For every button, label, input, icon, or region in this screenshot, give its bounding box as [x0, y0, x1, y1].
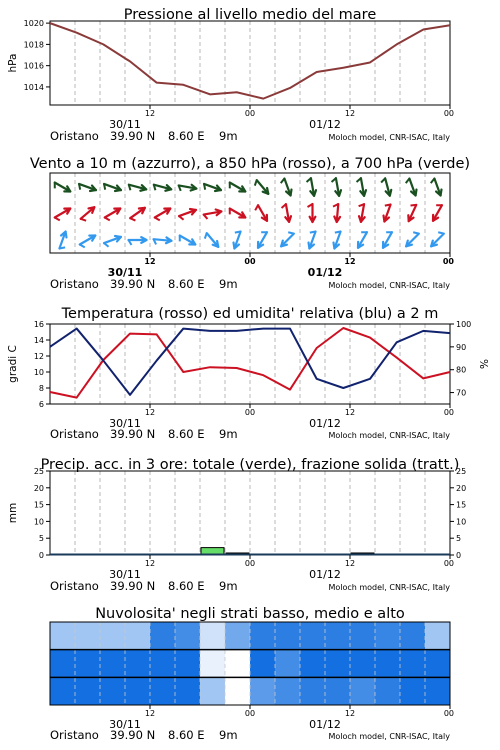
- cloud-cell: [375, 677, 401, 705]
- wind-arrow: [282, 204, 291, 222]
- y2-tick-label: 90: [456, 342, 467, 352]
- cloud-cell: [75, 622, 101, 650]
- x-tick-label: 00: [244, 109, 256, 118]
- wind-arrow: [431, 232, 444, 246]
- x-tick-label: 00: [443, 109, 454, 118]
- date-label: 30/11: [109, 718, 141, 731]
- x-tick-label: 12: [144, 257, 156, 266]
- wind-arrow: [234, 232, 241, 249]
- wind-arrow: [381, 178, 391, 195]
- x-tick-label: 12: [344, 109, 356, 118]
- wind-arrow: [255, 180, 268, 194]
- y-tick-label: 8: [38, 384, 44, 393]
- model-credit: Moloch model, CNR-ISAC, Italy: [328, 133, 450, 142]
- wind-arrow: [230, 183, 246, 192]
- wind-arrow: [408, 205, 416, 221]
- station-name: Oristano: [50, 728, 99, 742]
- wind-arrow: [258, 232, 267, 248]
- x-tick-label: 12: [344, 559, 356, 568]
- wind-arrow: [154, 185, 171, 191]
- wind-arrow: [281, 232, 294, 246]
- wind-arrow: [255, 205, 267, 221]
- cloud-cell: [350, 622, 376, 650]
- model-credit: Moloch model, CNR-ISAC, Italy: [328, 583, 450, 592]
- wind-arrow: [79, 184, 96, 191]
- y2-tick-label: 20: [456, 483, 467, 493]
- cloud-cell: [300, 622, 326, 650]
- wind-arrow: [179, 209, 196, 220]
- x-tick-label: 12: [144, 408, 156, 417]
- cloud-cell: [275, 650, 301, 678]
- x-tick-label: 00: [244, 257, 256, 266]
- cloud-cell: [125, 650, 151, 678]
- y-axis-label: hPa: [7, 53, 19, 73]
- wind-arrow: [357, 178, 366, 196]
- cloud-cell: [375, 622, 401, 650]
- wind-arrow: [333, 204, 340, 222]
- wind-arrow: [130, 208, 145, 221]
- cloud-cell: [325, 650, 351, 678]
- cloud-cell: [50, 650, 76, 678]
- wind-arrow: [334, 232, 341, 249]
- date-label: 01/12: [307, 266, 343, 279]
- wind-arrow: [406, 232, 419, 246]
- station-lat: 39.90 N: [110, 277, 156, 291]
- date-label: 30/11: [109, 568, 141, 581]
- temperature-humidity-panel: [7, 306, 491, 441]
- station-elevation: 9m: [219, 579, 238, 593]
- y-tick-label: 1016: [23, 61, 44, 71]
- wind-arrow-barb: [155, 218, 160, 221]
- wind-arrow-barb: [104, 243, 109, 247]
- wind-arrow-barb: [235, 232, 241, 233]
- cloud-cell: [375, 650, 401, 678]
- cloud-cell: [350, 677, 376, 705]
- wind-arrow-barb: [288, 232, 294, 233]
- x-tick-label: 12: [144, 559, 156, 568]
- y-tick-label: 15: [33, 500, 44, 510]
- wind-arrow: [55, 183, 71, 192]
- y-tick-label: 12: [33, 352, 44, 361]
- pressure-panel: [7, 7, 454, 143]
- panel-title: Precip. acc. in 3 ore: totale (verde), frazione solida (tratt.): [40, 457, 460, 473]
- x-tick-label: 12: [344, 257, 356, 266]
- cloud-cell: [275, 622, 301, 650]
- date-label: 01/12: [309, 417, 341, 430]
- x-tick-label: 12: [344, 408, 356, 417]
- cloud-cell: [275, 677, 301, 705]
- cloud-cell: [200, 677, 226, 705]
- station-elevation: 9m: [219, 728, 238, 742]
- wind-arrow-barb: [105, 218, 110, 221]
- wind-arrow-barb: [179, 216, 184, 220]
- cloud-cover-panel: [50, 606, 454, 742]
- wind-arrow-barb: [205, 233, 207, 239]
- wind-arrow: [358, 232, 367, 248]
- cloud-cell: [100, 677, 126, 705]
- station-name: Oristano: [50, 427, 99, 441]
- y-tick-label: 20: [33, 483, 44, 493]
- cloud-cell: [150, 677, 176, 705]
- x-tick-label: 00: [244, 408, 256, 417]
- x-tick-label: 00: [244, 709, 256, 718]
- wind-arrow-barb: [204, 184, 205, 190]
- y-axis-label: mm: [7, 502, 19, 524]
- x-tick-label: 00: [443, 709, 454, 718]
- station-lat: 39.90 N: [110, 728, 156, 742]
- cloud-cell: [325, 677, 351, 705]
- y-axis-label: gradi C: [7, 345, 19, 383]
- wind-arrow-barb: [79, 184, 80, 190]
- wind-arrow: [308, 204, 316, 222]
- x-tick-label: 12: [344, 709, 356, 718]
- panel-title: Pressione al livello medio del mare: [123, 7, 377, 23]
- y2-tick-label: 0: [456, 551, 462, 560]
- station-name: Oristano: [50, 277, 99, 291]
- station-name: Oristano: [50, 579, 99, 593]
- x-tick-label: 12: [144, 109, 156, 118]
- cloud-cell: [100, 650, 126, 678]
- wind-arrow: [406, 179, 417, 196]
- wind-arrow-barb: [438, 232, 444, 233]
- cloud-cell: [150, 622, 176, 650]
- cloud-cell: [300, 677, 326, 705]
- y-tick-label: 0: [38, 551, 44, 560]
- cloud-cell: [75, 650, 101, 678]
- x-tick-label: 00: [442, 257, 454, 266]
- x-tick-label: 00: [244, 559, 256, 568]
- wind-arrow: [230, 209, 246, 218]
- wind-arrow: [81, 207, 95, 220]
- y2-tick-label: 10: [456, 517, 467, 527]
- wind-arrow: [383, 232, 392, 248]
- date-label: 01/12: [309, 118, 341, 131]
- wind-arrow-barb: [381, 178, 385, 182]
- wind-arrow: [205, 233, 218, 247]
- wind-arrow-barb: [81, 219, 87, 221]
- wind-arrow-barb: [80, 245, 85, 248]
- cloud-cell: [50, 622, 76, 650]
- wind-arrow: [307, 178, 316, 196]
- wind-arrow: [129, 237, 147, 245]
- plot-frame: [50, 324, 450, 404]
- cloud-cell: [200, 650, 226, 678]
- wind-arrow: [332, 178, 341, 196]
- y-tick-label: 1018: [23, 40, 44, 50]
- y-tick-label: 16: [33, 320, 44, 329]
- date-label: 01/12: [309, 718, 341, 731]
- y2-tick-label: 100: [456, 320, 472, 329]
- y-tick-label: 1020: [23, 19, 44, 29]
- cloud-cell: [250, 622, 276, 650]
- cloud-cell: [350, 650, 376, 678]
- wind-arrow: [204, 210, 222, 219]
- wind-arrow-barb: [310, 232, 316, 233]
- wind-arrow-barb: [59, 247, 65, 248]
- cloud-cell: [325, 622, 351, 650]
- model-credit: Moloch model, CNR-ISAC, Italy: [328, 431, 450, 440]
- wind-arrow-barb: [335, 232, 341, 233]
- station-elevation: 9m: [219, 427, 238, 441]
- wind-arrow-barb: [411, 205, 417, 206]
- wind-arrow: [155, 209, 171, 221]
- x-tick-label: 00: [443, 559, 454, 568]
- cloud-cell: [400, 622, 426, 650]
- cloud-cell: [400, 677, 426, 705]
- y-tick-label: 10: [33, 368, 44, 377]
- y2-tick-label: 5: [456, 534, 462, 544]
- y2-tick-label: 25: [456, 467, 467, 476]
- station-elevation: 9m: [219, 277, 238, 291]
- x-tick-label: 12: [144, 709, 156, 718]
- station-lon: 8.60 E: [168, 129, 205, 143]
- station-lon: 8.60 E: [168, 728, 205, 742]
- wind-arrow-barb: [385, 205, 391, 206]
- y2-axis-label: %: [479, 359, 491, 369]
- cloud-cell: [50, 677, 76, 705]
- station-lon: 8.60 E: [168, 277, 205, 291]
- wind-arrow: [104, 184, 121, 191]
- y-tick-label: 6: [38, 400, 44, 409]
- y-tick-label: 14: [33, 336, 44, 345]
- model-credit: Moloch model, CNR-ISAC, Italy: [328, 732, 450, 741]
- x-tick-label: 00: [443, 408, 454, 417]
- wind-arrow: [281, 179, 292, 196]
- wind-arrow: [80, 236, 96, 248]
- y-tick-label: 1014: [23, 82, 44, 92]
- station-elevation: 9m: [219, 129, 238, 143]
- wind-panel: [30, 156, 470, 291]
- wind-arrow-barb: [281, 179, 285, 184]
- y2-tick-label: 80: [456, 365, 467, 375]
- wind-arrow: [105, 209, 121, 221]
- wind-arrow: [180, 236, 196, 245]
- wind-arrow-barb: [104, 184, 105, 190]
- cloud-cell: [425, 650, 451, 678]
- wind-arrow: [129, 185, 146, 191]
- wind-arrow: [431, 179, 442, 196]
- station-lat: 39.90 N: [110, 129, 156, 143]
- wind-arrow: [179, 185, 197, 191]
- station-lon: 8.60 E: [168, 579, 205, 593]
- cloud-cell: [125, 622, 151, 650]
- cloud-cell: [250, 677, 276, 705]
- wind-arrow: [104, 236, 121, 247]
- date-label: 30/11: [109, 417, 141, 430]
- cloud-cell: [300, 650, 326, 678]
- cloud-cell: [400, 650, 426, 678]
- station-lon: 8.60 E: [168, 427, 205, 441]
- y-tick-label: 25: [33, 467, 44, 476]
- station-lat: 39.90 N: [110, 427, 156, 441]
- date-label: 01/12: [309, 568, 341, 581]
- panel-title: Temperatura (rosso) ed umidita' relativa (blu) a 2 m: [61, 306, 439, 322]
- date-label: 30/11: [107, 266, 143, 279]
- wind-arrow: [359, 204, 365, 222]
- cloud-cell: [250, 650, 276, 678]
- precipitation-panel: [7, 457, 466, 593]
- cloud-cell: [425, 677, 451, 705]
- wind-arrow-barb: [255, 180, 257, 186]
- wind-arrow: [433, 205, 442, 221]
- wind-arrow-barb: [406, 179, 410, 184]
- wind-arrow: [55, 209, 71, 221]
- panel-title: Nuvolosita' negli strati basso, medio e alto: [95, 606, 405, 622]
- wind-arrow-barb: [130, 218, 135, 220]
- wind-arrow: [384, 205, 391, 222]
- y-tick-label: 5: [38, 534, 44, 544]
- wind-arrow-barb: [55, 218, 60, 221]
- cloud-cell: [200, 622, 226, 650]
- date-label: 30/11: [109, 118, 141, 131]
- cloud-cell: [125, 677, 151, 705]
- cloud-cell: [100, 622, 126, 650]
- y-tick-label: 10: [33, 517, 44, 527]
- cloud-cell: [425, 622, 451, 650]
- wind-arrow-barb: [413, 232, 419, 233]
- wind-arrow: [309, 232, 316, 249]
- panel-title: Vento a 10 m (azzurro), a 850 hPa (rosso), a 700 hPa (verde): [29, 156, 471, 172]
- cloud-cell: [225, 677, 251, 705]
- cloud-cell: [175, 622, 201, 650]
- wind-arrow: [154, 237, 172, 244]
- model-credit: Moloch model, CNR-ISAC, Italy: [328, 281, 450, 290]
- cloud-cell: [225, 650, 251, 678]
- station-name: Oristano: [50, 129, 99, 143]
- cloud-cell: [75, 677, 101, 705]
- cloud-cell: [175, 677, 201, 705]
- wind-arrow-barb: [255, 205, 258, 210]
- cloud-cell: [225, 622, 251, 650]
- wind-arrow-barb: [431, 179, 435, 184]
- cloud-cell: [175, 650, 201, 678]
- station-lat: 39.90 N: [110, 579, 156, 593]
- cloud-cell: [150, 650, 176, 678]
- wind-arrow: [204, 184, 221, 191]
- y2-tick-label: 70: [456, 388, 467, 398]
- wind-arrow: [59, 232, 66, 249]
- y2-tick-label: 15: [456, 500, 467, 510]
